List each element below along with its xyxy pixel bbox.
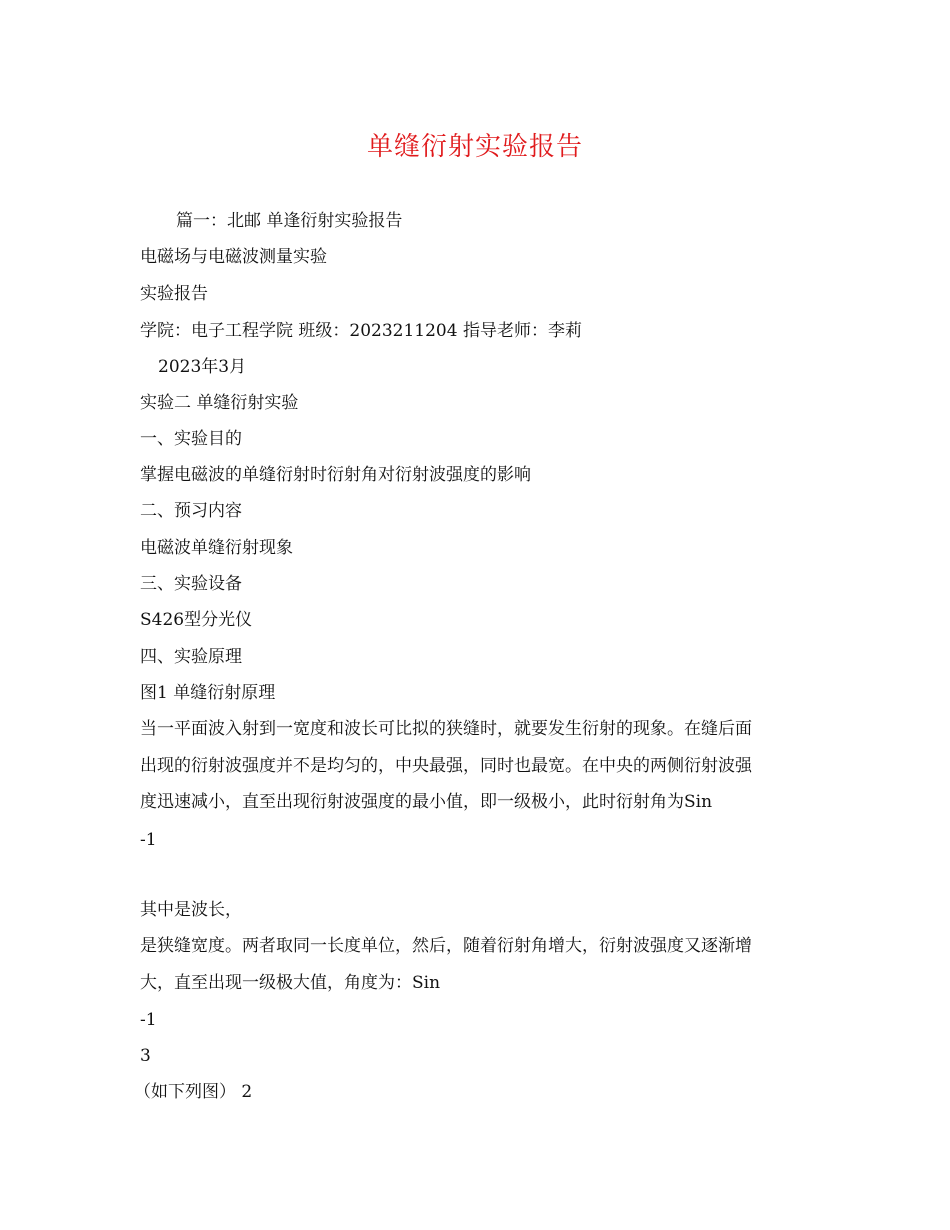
paragraph-line: 当一平面波入射到一宽度和波长可比拟的狭缝时，就要发生衍射的现象。在缝后面 [140,719,752,739]
paragraph-line: 大，直至出现一级极大值，角度为：Sin [140,973,441,993]
text-line: 电磁场与电磁波测量实验 [140,247,327,267]
text-line: 篇一：北邮 单逢衍射实验报告 [176,211,403,231]
paragraph-line: 是狭缝宽度。两者取同一长度单位，然后，随着衍射角增大，衍射波强度又逐渐增 [140,936,752,956]
formula-fragment: （如下列图） 2 [134,1082,253,1102]
formula-fragment: -1 [140,830,157,850]
paragraph-line: 度迅速减小，直至出现衍射波强度的最小值，即一级极小，此时衍射角为Sin [140,792,713,812]
paragraph-line: 出现的衍射波强度并不是均匀的，中央最强，同时也最宽。在中央的两侧衍射波强 [140,756,752,776]
section-heading: 实验二 单缝衍射实验 [140,393,299,413]
section-heading: 四、实验原理 [140,647,242,667]
section-heading: 二、预习内容 [140,501,242,521]
formula-fragment: -1 [140,1010,157,1030]
text-line: 学院：电子工程学院 班级：2023211204 指导老师：李莉 [140,321,582,341]
section-heading: 一、实验目的 [140,429,242,449]
text-line: 2023年3月 [158,357,247,377]
text-line: 电磁波单缝衍射现象 [140,538,293,558]
formula-fragment: 3 [140,1046,151,1066]
paragraph-line: 其中是波长， [140,900,242,920]
section-heading: 三、实验设备 [140,574,242,594]
text-line: 实验报告 [140,284,208,304]
figure-caption: 图1 单缝衍射原理 [140,683,276,703]
text-line: 掌握电磁波的单缝衍射时衍射角对衍射波强度的影响 [140,465,531,485]
document-title: 单缝衍射实验报告 [366,132,583,162]
text-line: S426型分光仪 [140,610,253,630]
